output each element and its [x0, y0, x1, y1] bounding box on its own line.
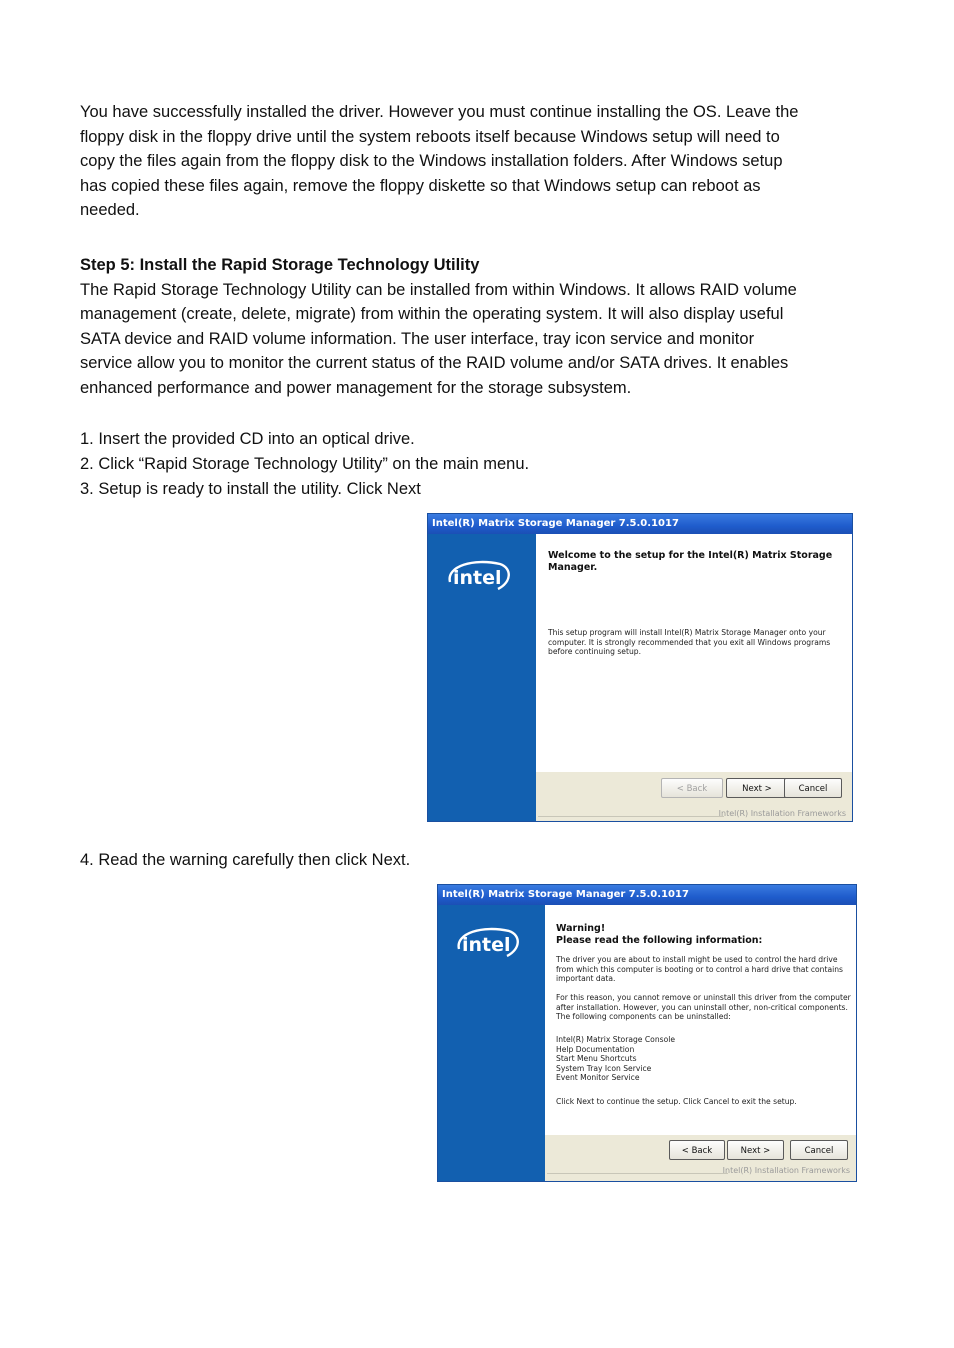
warning-para-line: after installation. However, you can uninstall other, non-critical components. [556, 1002, 848, 1012]
dialog-content [536, 534, 852, 772]
step-item: 1. Insert the provided CD into an optical drive. [80, 430, 415, 448]
step5-section [80, 253, 870, 401]
intro-line: has copied these files again, remove the floppy diskette so that Windows setup can reboot as [80, 176, 761, 195]
step5-body-line: The Rapid Storage Technology Utility can be installed from within Windows. It allows RAID volume [80, 280, 797, 299]
warning-dialog-screenshot [437, 884, 857, 1182]
back-button[interactable]: < Back [661, 778, 723, 798]
warning-para-line: The driver you are about to install might be used to control the hard drive [556, 955, 838, 964]
dialog-footer [536, 772, 852, 821]
welcome-body-line: computer. It is strongly recommended that you exit all Windows programs [548, 637, 831, 647]
closing-instruction: Click Next to continue the setup. Click Cancel to exit the setup. [556, 1097, 797, 1106]
component-item: Event Monitor Service [556, 1073, 640, 1083]
step5-body-line: service allow you to monitor the current status of the RAID volume and/or SATA drives. It enables [80, 354, 789, 373]
intro-line: needed. [80, 201, 140, 220]
cancel-button[interactable]: Cancel [784, 778, 842, 798]
step-item: 4. Read the warning carefully then click Next. [80, 851, 411, 869]
dialog-titlebar: Intel(R) Matrix Storage Manager 7.5.0.1017 [438, 885, 856, 905]
step-item: 2. Click “Rapid Storage Technology Utility” on the main menu. [80, 455, 530, 473]
intro-line: copy the files again from the floppy disk to the Windows installation folders. After Windows setup [80, 152, 783, 171]
warning-subheading: Please read the following information: [556, 935, 763, 946]
welcome-heading-line: Welcome to the setup for the Intel(R) Matrix Storage [548, 550, 833, 561]
brand-rule [538, 816, 724, 817]
welcome-body-line: before continuing setup. [548, 647, 642, 657]
component-item: System Tray Icon Service [556, 1063, 652, 1073]
welcome-body-line: This setup program will install Intel(R) Matrix Storage Manager onto your [548, 628, 826, 637]
intel-logo-icon [444, 556, 514, 598]
installer-brand-text: Intel(R) Installation Frameworks [718, 809, 846, 818]
dialog-titlebar: Intel(R) Matrix Storage Manager 7.5.0.1017 [428, 514, 852, 534]
intel-logo-text: intel [462, 934, 511, 956]
step5-heading: Step 5: Install the Rapid Storage Technology Utility [80, 256, 480, 274]
intro-line: You have successfully installed the driver. However you must continue installing the OS. Leave the [80, 103, 799, 121]
component-item: Start Menu Shortcuts [556, 1054, 637, 1064]
warning-para-line: The following components can be uninstalled: [556, 1012, 731, 1022]
step5-body-line: enhanced performance and power management for the storage subsystem. [80, 378, 632, 397]
step5-body-line: SATA device and RAID volume information. The user interface, tray icon service and monitor [80, 329, 755, 348]
intro-line: floppy disk in the floppy drive until the system reboots itself because Windows setup will need to [80, 127, 780, 146]
warning-para-line: from which this computer is booting or to control a hard drive that contains [556, 964, 843, 974]
cancel-button[interactable]: Cancel [790, 1140, 848, 1160]
warning-para-line: For this reason, you cannot remove or uninstall this driver from the computer [556, 993, 851, 1002]
brand-rule [547, 1173, 728, 1174]
intro-paragraph [80, 100, 870, 223]
dialog-content [545, 905, 856, 1135]
component-item: Help Documentation [556, 1044, 635, 1054]
step5-body-line: management (create, delete, migrate) from within the operating system. It will also display useful [80, 305, 784, 324]
next-button[interactable]: Next > [727, 1140, 784, 1160]
installer-brand-text: Intel(R) Installation Frameworks [722, 1166, 850, 1175]
component-item: Intel(R) Matrix Storage Console [556, 1035, 676, 1044]
next-button[interactable]: Next > [726, 778, 788, 798]
intel-logo-icon [453, 923, 523, 965]
dialog-footer [545, 1135, 856, 1181]
welcome-dialog-screenshot [427, 513, 853, 822]
warning-para-line: important data. [556, 974, 616, 984]
intel-logo-text: intel [453, 567, 502, 589]
warning-heading: Warning! [556, 923, 606, 934]
step-item: 3. Setup is ready to install the utility. Click Next [80, 480, 421, 498]
welcome-heading-line: Manager. [548, 562, 598, 573]
back-button[interactable]: < Back [669, 1140, 725, 1160]
